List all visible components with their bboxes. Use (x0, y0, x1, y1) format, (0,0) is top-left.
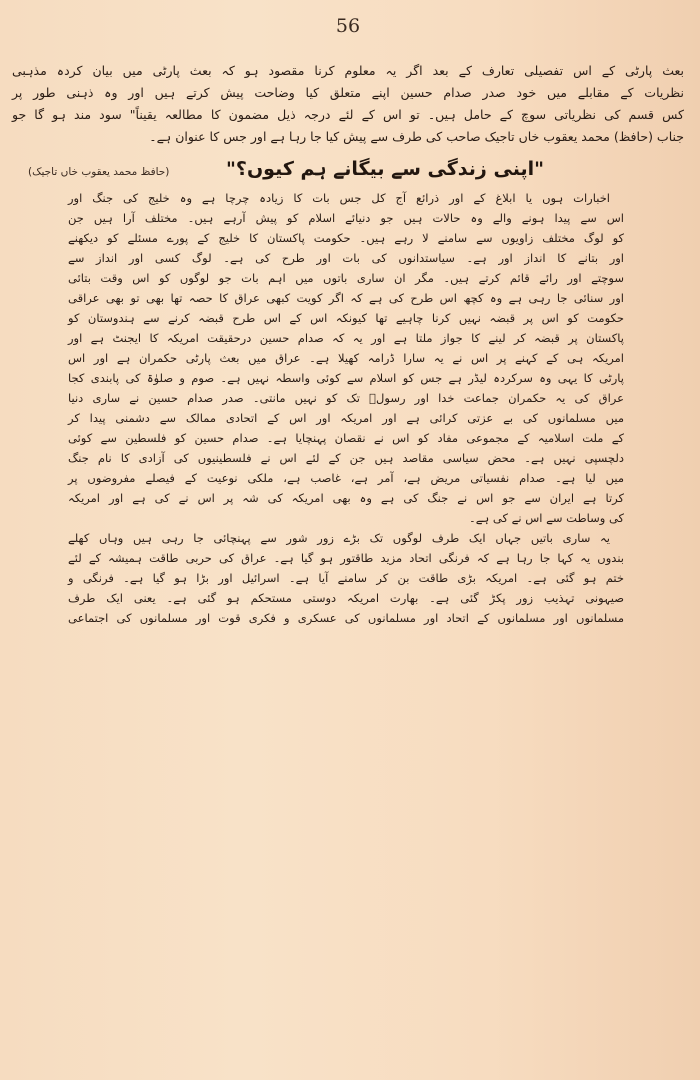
body-line: اخبارات ہوں یا ابلاغ کے اور ذرائع آج کل جس بات کا زیادہ چرچا ہے وہ خلیج کی جنگ اور (68, 191, 610, 205)
body-line: عراق کی یہ حکمران جماعت خدا اور رسولؐ تک کو نہیں مانتی۔ صدر صدام حسین نے ساری دنیا (68, 391, 624, 405)
article-heading (28, 158, 544, 180)
intro-line: نظریات کے مقابلے میں خود صدر صدام حسین اپنے متعلق کیا وضاحت پیش کرتے ہیں اور وہ ذہنی طور پر (12, 85, 684, 100)
body-line: یہ ساری باتیں جہاں ایک طرف لوگوں تک بڑے زور شور سے پہنچائی جا رہی ہیں وہاں کھلے (68, 531, 610, 545)
intro-line: بعث پارٹی کے اس تفصیلی تعارف کے بعد اگر یہ معلوم کرنا مقصود ہو کہ بعث پارٹی میں بیان کردہ مذہبی (12, 63, 684, 78)
body-line: پاکستان پر قبضہ کر لینے کا جواز ملتا ہے اور یہ کہ صدام حسین درحقیقت امریکہ کا ایجنٹ ہے اور (68, 331, 624, 345)
body-line: اس سے پیدا ہونے والے وہ حالات ہیں جو دنیائے اسلام کو پیش آرہے ہیں۔ مختلف آرا ہیں جن (68, 211, 624, 225)
body-line: صیہونی تہذیب زور پکڑ گئی ہے۔ بھارت امریکہ دوستی مستحکم ہو گئی ہے۔ یعنی ایک طرف (68, 591, 624, 605)
body-line: اور سنائی جا رہی ہے وہ کچھ اس طرح کی ہے کہ اگر کویت کبھی عراق کا حصہ تھا بھی تو بھی عراقی (68, 291, 624, 305)
article-body (68, 188, 624, 628)
page-number: 56 (335, 15, 361, 37)
body-line: کی وساطت سے اس نے کی ہے۔ (469, 511, 624, 525)
intro-line: کس قسم کی نظریاتی سوچ کے حامل ہیں۔ تو اس کے لئے درجہ ذیل مضمون کا مطالعہ یقیناً" سود مند ہو گا جو (12, 107, 684, 122)
body-line: کو لوگ مختلف زاویوں سے سامنے لا رہے ہیں۔ حکومت پاکستان کا خلیج کے پورے مسئلے کو دیکھنے (68, 231, 624, 245)
body-line: کرتا ہے ایران سے جو اس نے جنگ کی ہے وہ بھی امریکہ کی شہ پر اس نے کی ہے اور امریکہ (68, 491, 624, 505)
body-line: ختم ہو گئی ہے۔ امریکہ بڑی طاقت بن کر سامنے آیا ہے۔ اسرائیل اور بڑا ہو گیا ہے۔ فرنگی و (68, 571, 624, 585)
body-line: مسلمانوں اور مسلمانوں کے اتحاد اور مسلمانوں کی عسکری و فکری قوت اور مسلمانوں کی اجتماعی (68, 611, 624, 625)
intro-line: جناب (حافظ) محمد یعقوب خاں تاجیک صاحب کی طرف سے پیش کیا جا رہا ہے اور جس کا عنوان ہے۔ (149, 129, 684, 144)
body-paragraph (68, 188, 624, 528)
body-line: امریکہ ہی کے کہنے پر اس نے یہ سارا ڈرامہ کھیلا ہے۔ عراق میں بعث پارٹی حکمران ہے اور اس (68, 351, 624, 365)
body-line: میں مسلمانوں کی بے عزتی کرائی ہے اور امریکہ اور اس کے اتحادی ممالک سے دشمنی پیدا کر (68, 411, 624, 425)
body-line: اور بتانے کا انداز اور ہے۔ سیاستدانوں کی بات اور طرح کی ہے۔ لوگ کسی اور انداز سے (68, 251, 624, 265)
body-line: دلچسپی نہیں ہے۔ محض سیاسی مقاصد ہیں جن کے لئے اس نے فلسطینیوں کی آزادی کا نام جنگ (68, 451, 624, 465)
body-line: کے ملت اسلامیہ کے مجموعی مفاد کو اس نے نقصان پہنچایا ہے۔ صدام حسین کو فلسطین سے کوئی (68, 431, 624, 445)
body-paragraph (68, 528, 624, 628)
article-title: "اپنی زندگی سے بیگانے ہم کیوں؟" (226, 158, 544, 180)
body-line: میں لیا ہے۔ صدام نفسیاتی مریض ہے، آمر ہے، غاصب ہے، ملکی نوعیت کے فیصلے مفروضوں پر (68, 471, 624, 485)
intro-paragraph (12, 60, 684, 148)
body-line: پارٹی کا یہی وہ سرکردہ لیڈر ہے جس کو اسلام سے کوئی واسطہ نہیں ہے۔ صوم و صلوٰۃ کی پابندی کجا (68, 371, 624, 385)
body-line: سوچتے اور رائے قائم کرتے ہیں۔ مگر ان ساری باتوں میں اہم بات جو لوگوں کو اس وقت بتائی (68, 271, 624, 285)
body-line: حکومت کو اس پر قبضہ نہیں کرنا چاہیے تھا کیونکہ اس کے اس طرح قبضہ کرنے سے ہندوستان کو (68, 311, 624, 325)
article-byline: (حافظ محمد یعقوب خاں تاجیک) (28, 166, 170, 178)
body-line: بندوں یہ کہا جا رہا ہے کہ فرنگی اتحاد مزید طاقتور ہو گیا ہے۔ عراق کی حربی طاقت ہمیشہ کے لئے (68, 551, 624, 565)
